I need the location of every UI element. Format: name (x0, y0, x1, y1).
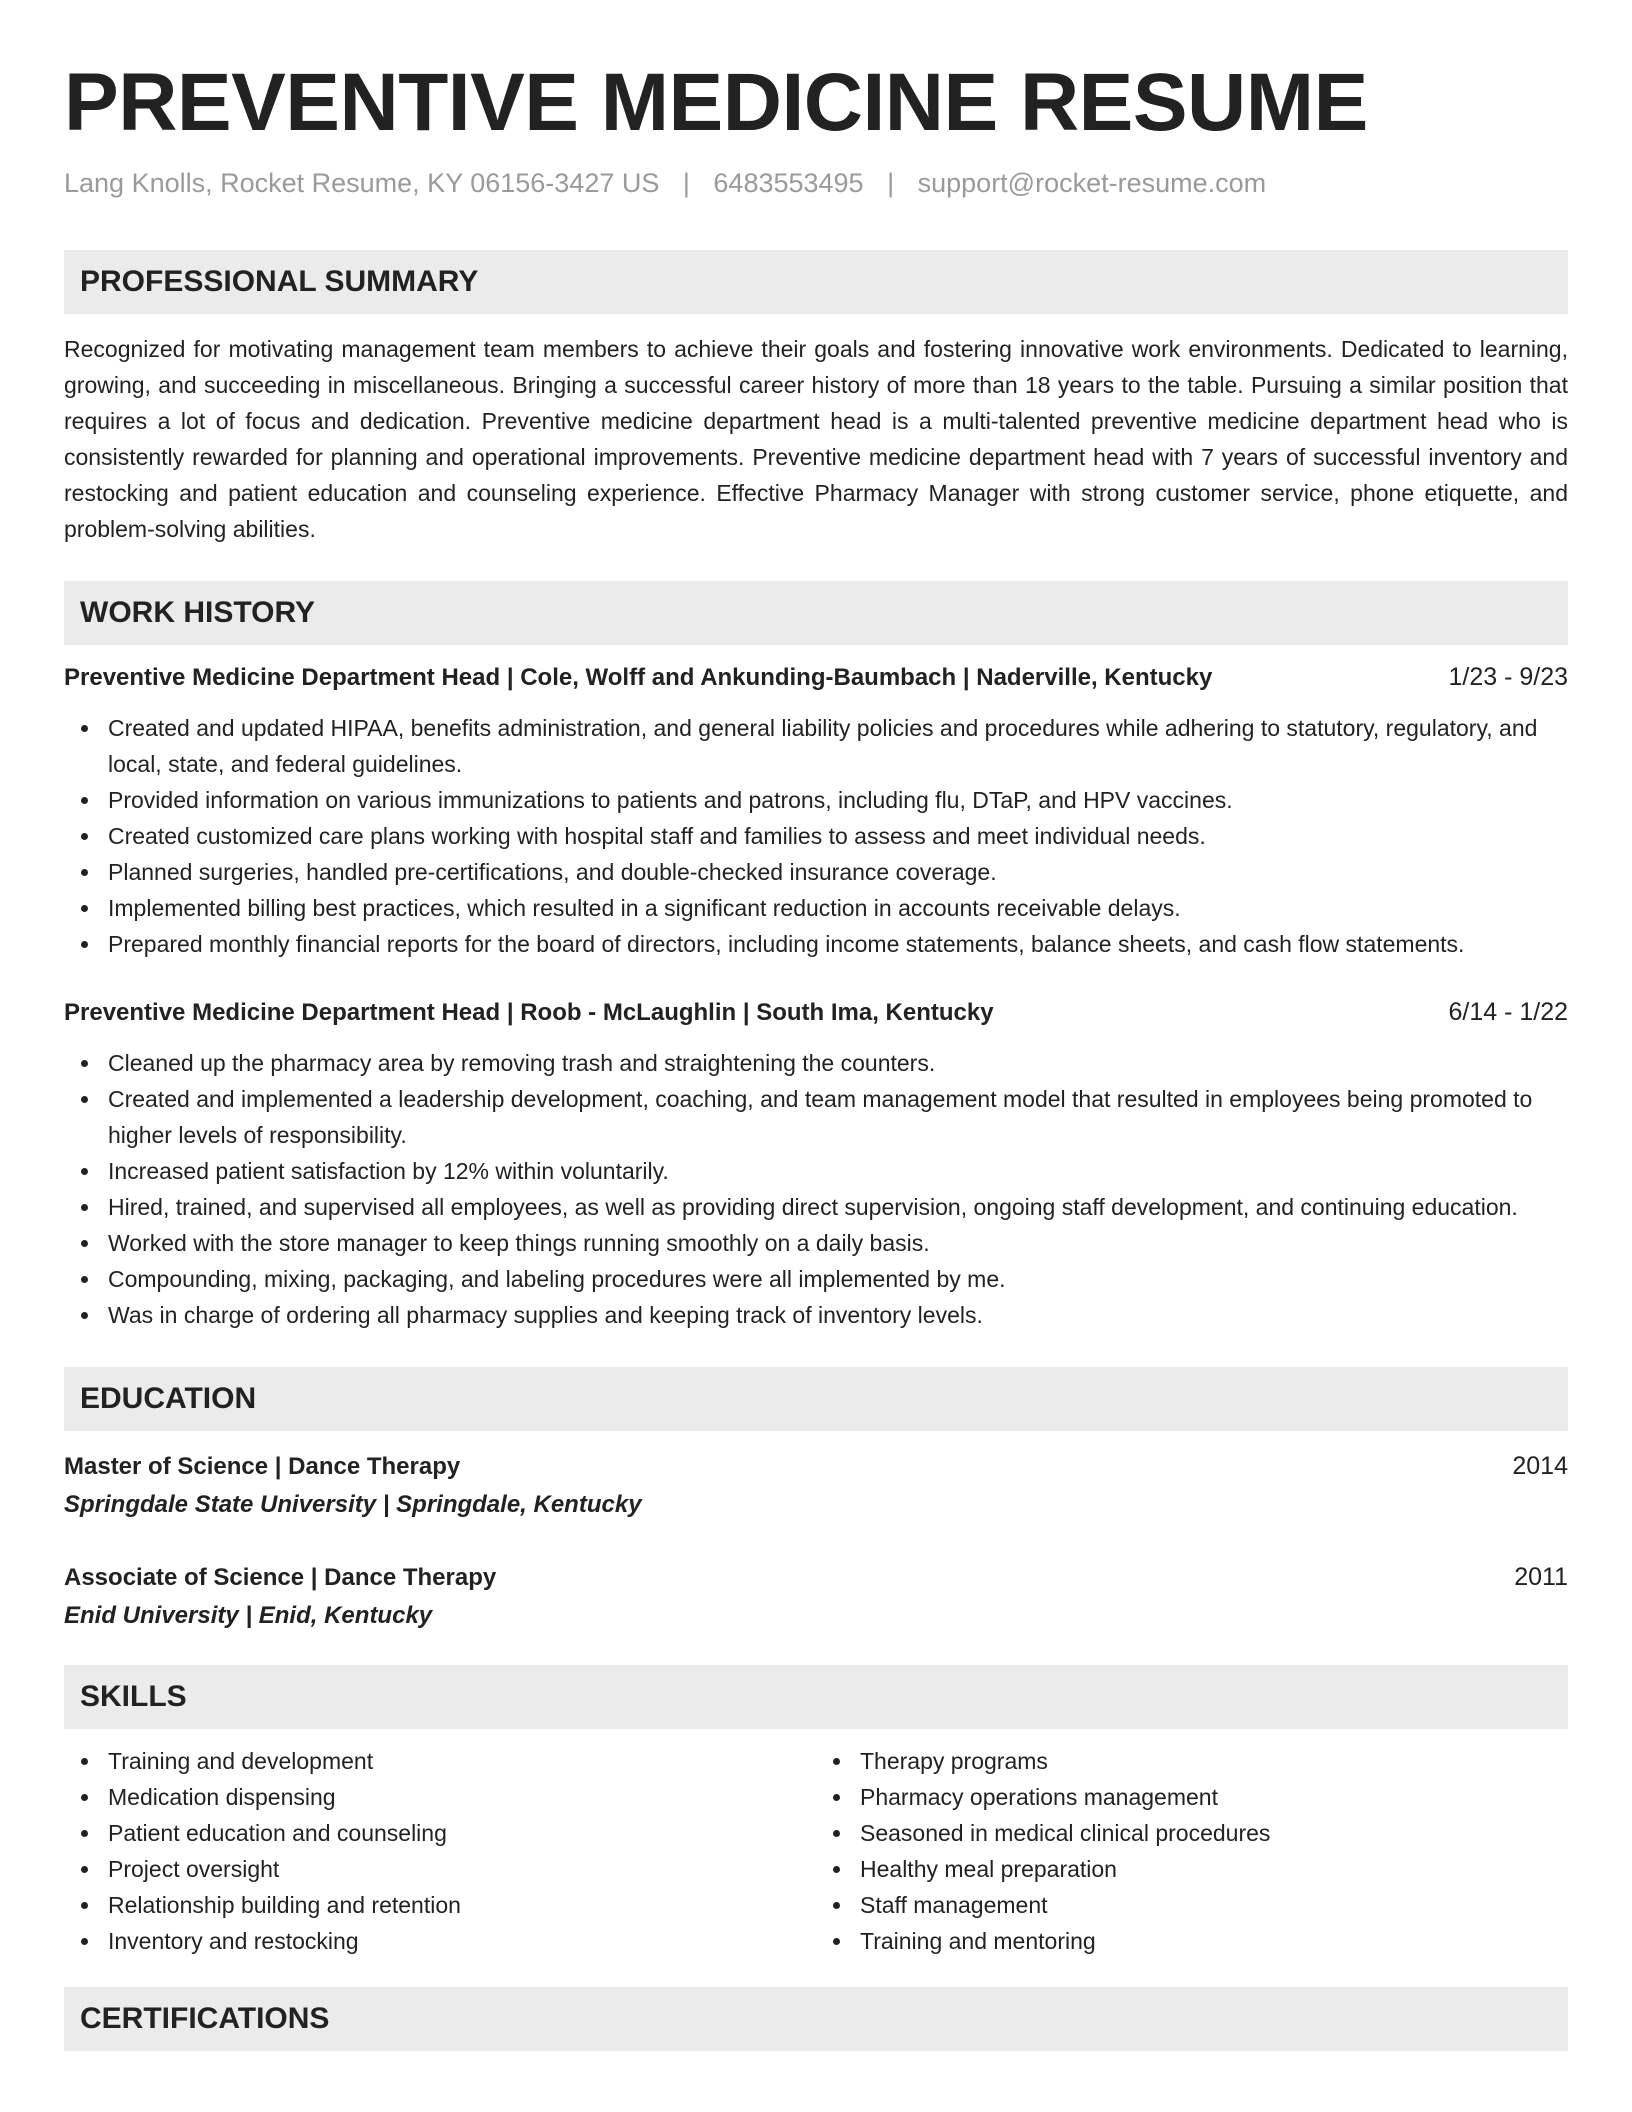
summary-text: Recognized for motivating management team members to achieve their goals and fostering innovative work environments. Dedicated to learning, growing, and succeeding in miscellaneous. Bringing a successful career history of more than 18 years to the table. Pursuing a similar position that requires a lot of focus and dedication. Preventive medicine department head is a multi-talented preventive medicine department head who is consistently rewarded for planning and operational improvements. Preventive medicine department head with 7 years of successful inventory and restocking and patient education and counseling experience. Effective Pharmacy Manager with strong customer service, phone etiquette, and problem-solving abilities. (64, 336, 1568, 542)
education-header (64, 1558, 1568, 1597)
skill-item: Project oversight (64, 1851, 816, 1887)
job-bullet: Planned surgeries, handled pre-certifications, and double-checked insurance coverage. (64, 854, 1568, 890)
contact-separator: | (682, 168, 690, 198)
job-header (64, 659, 1568, 696)
education-school: Enid University | Enid, Kentucky (64, 1602, 433, 1629)
section-heading-education (64, 1367, 1568, 1431)
education-entry (64, 1558, 1568, 1635)
job-bullet: Hired, trained, and supervised all employees, as well as providing direct supervision, ongoing staff development, and continuing education. (64, 1189, 1568, 1225)
section-heading-summary (64, 250, 1568, 314)
skill-item: Seasoned in medical clinical procedures (816, 1815, 1568, 1851)
job-bullet-list (64, 1045, 1568, 1333)
job-bullet: Cleaned up the pharmacy area by removing trash and straightening the counters. (64, 1045, 1568, 1081)
job-bullet: Implemented billing best practices, which resulted in a significant reduction in accounts receivable delays. (64, 890, 1568, 926)
contact-separator: | (887, 168, 895, 198)
job-title: Preventive Medicine Department Head | Cole, Wolff and Ankunding-Baumbach | Naderville, Kentucky (64, 664, 1213, 691)
education-year: 2014 (1512, 1452, 1568, 1480)
job-entry (64, 659, 1568, 962)
job-bullet: Increased patient satisfaction by 12% within voluntarily. (64, 1153, 1568, 1189)
job-bullet: Compounding, mixing, packaging, and labeling procedures were all implemented by me. (64, 1261, 1568, 1297)
job-bullet: Prepared monthly financial reports for the board of directors, including income statements, balance sheets, and cash flow statements. (64, 926, 1568, 962)
section-heading-certifications (64, 1987, 1568, 2051)
education-year: 2011 (1514, 1563, 1568, 1591)
skill-item: Training and development (64, 1743, 816, 1779)
job-bullet: Worked with the store manager to keep things running smoothly on a daily basis. (64, 1225, 1568, 1261)
job-bullet: Created customized care plans working with hospital staff and families to assess and meet individual needs. (64, 818, 1568, 854)
skill-item: Pharmacy operations management (816, 1779, 1568, 1815)
job-bullet: Created and implemented a leadership development, coaching, and team management model that resulted in employees being promoted to higher levels of responsibility. (64, 1081, 1568, 1153)
skills-column-left (64, 1743, 816, 1959)
skill-item: Healthy meal preparation (816, 1851, 1568, 1887)
skill-item: Relationship building and retention (64, 1887, 816, 1923)
section-heading-work-history (64, 581, 1568, 645)
job-dates: 1/23 - 9/23 (1448, 663, 1568, 691)
job-bullet-list (64, 710, 1568, 962)
job-bullet: Created and updated HIPAA, benefits administration, and general liability policies and procedures while adhering to statutory, regulatory, and local, state, and federal guidelines. (64, 710, 1568, 782)
section-heading-label: CERTIFICATIONS (80, 2002, 330, 2035)
section-heading-skills (64, 1665, 1568, 1729)
skill-item: Staff management (816, 1887, 1568, 1923)
job-title: Preventive Medicine Department Head | Roob - McLaughlin | South Ima, Kentucky (64, 999, 994, 1026)
job-dates: 6/14 - 1/22 (1448, 998, 1568, 1026)
skill-item: Therapy programs (816, 1743, 1568, 1779)
resume-title: PREVENTIVE MEDICINE RESUME (64, 57, 1368, 148)
education-entry (64, 1447, 1568, 1524)
skills-column-right (816, 1743, 1568, 1959)
job-bullet: Was in charge of ordering all pharmacy supplies and keeping track of inventory levels. (64, 1297, 1568, 1333)
contact-email[interactable]: support@rocket-resume.com (917, 168, 1267, 198)
section-heading-label: WORK HISTORY (80, 596, 316, 629)
skill-item: Patient education and counseling (64, 1815, 816, 1851)
education-school: Springdale State University | Springdale, Kentucky (64, 1491, 642, 1518)
education-header (64, 1447, 1568, 1486)
skill-item: Training and mentoring (816, 1923, 1568, 1959)
contact-line (64, 168, 1568, 199)
skills-grid (64, 1743, 1568, 1959)
contact-address: Lang Knolls, Rocket Resume, KY 06156-3427 US (64, 168, 660, 198)
education-degree: Associate of Science | Dance Therapy (64, 1564, 497, 1591)
job-header (64, 994, 1568, 1031)
education-degree: Master of Science | Dance Therapy (64, 1453, 461, 1480)
job-entry (64, 994, 1568, 1333)
job-bullet: Provided information on various immunizations to patients and patrons, including flu, DTaP, and HPV vaccines. (64, 782, 1568, 818)
section-heading-label: PROFESSIONAL SUMMARY (80, 265, 479, 298)
section-heading-label: EDUCATION (80, 1382, 257, 1415)
section-heading-label: SKILLS (80, 1680, 187, 1713)
contact-phone[interactable]: 6483553495 (713, 168, 864, 198)
skill-item: Inventory and restocking (64, 1923, 816, 1959)
skill-item: Medication dispensing (64, 1779, 816, 1815)
